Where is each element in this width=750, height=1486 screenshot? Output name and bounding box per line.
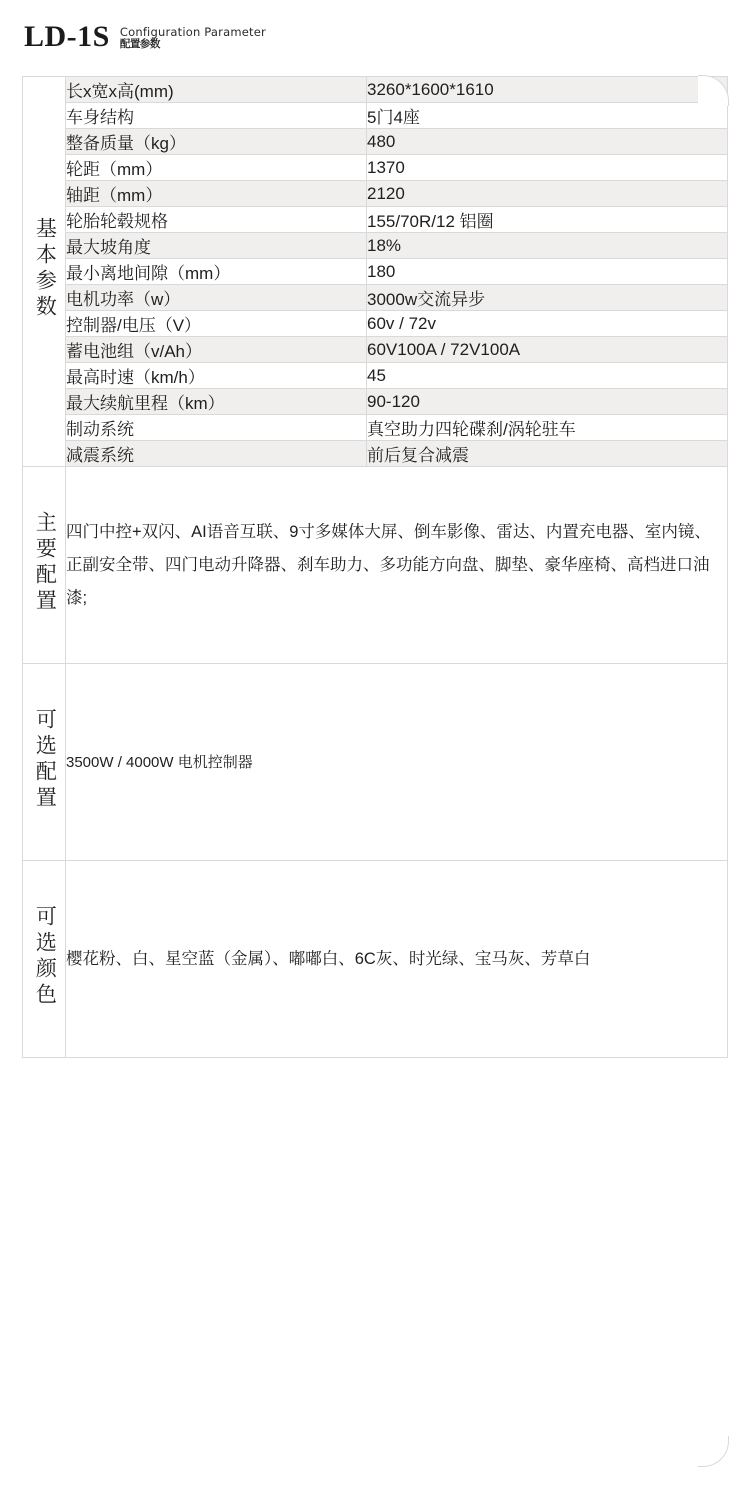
table-row bbox=[23, 129, 728, 155]
table-row bbox=[23, 337, 728, 363]
category-label-optional-config: 可选配置 bbox=[33, 707, 57, 812]
spec-value: 3000w交流异步 bbox=[367, 285, 728, 311]
table-body bbox=[23, 77, 728, 1058]
category-label-main-config: 主要配置 bbox=[33, 510, 57, 615]
table-row bbox=[23, 181, 728, 207]
table-row bbox=[23, 233, 728, 259]
spec-value: 480 bbox=[367, 129, 728, 155]
page-header bbox=[24, 22, 266, 52]
optional-color-text: 樱花粉、白、星空蓝（金属）、嘟嘟白、6C灰、时光绿、宝马灰、芳草白 bbox=[66, 861, 728, 1058]
spec-label: 最小离地间隙（mm） bbox=[66, 259, 367, 285]
spec-label: 最大续航里程（km） bbox=[66, 389, 367, 415]
table-row bbox=[23, 415, 728, 441]
table-row bbox=[23, 467, 728, 664]
table-row bbox=[23, 155, 728, 181]
spec-label: 最高时速（km/h） bbox=[66, 363, 367, 389]
main-config-text: 四门中控+双闪、AI语音互联、9寸多媒体大屏、倒车影像、雷达、内置充电器、室内镜、正副安全带、四门电动升降器、刹车助力、多功能方向盘、脚垫、豪华座椅、高档进口油漆; bbox=[66, 467, 728, 664]
header-subtitle-cn: 配置参数 bbox=[119, 37, 160, 50]
category-cell-basic bbox=[23, 77, 66, 467]
table-row bbox=[23, 441, 728, 467]
spec-value: 155/70R/12 铝圈 bbox=[367, 207, 728, 233]
spec-label: 轴距（mm） bbox=[66, 181, 367, 207]
category-label-basic: 基本参数 bbox=[33, 217, 57, 321]
category-label-optional-color: 可选颜色 bbox=[33, 904, 57, 1009]
spec-value: 2120 bbox=[367, 181, 728, 207]
header-subtitle bbox=[120, 26, 266, 50]
optional-config-text: 3500W / 4000W 电机控制器 bbox=[66, 664, 728, 861]
category-cell-optional-color bbox=[23, 861, 66, 1058]
spec-value: 5门4座 bbox=[367, 103, 728, 129]
table-row bbox=[23, 664, 728, 861]
table-row bbox=[23, 311, 728, 337]
table-row bbox=[23, 861, 728, 1058]
spec-value: 90-120 bbox=[367, 389, 728, 415]
spec-label: 最大坡角度 bbox=[66, 233, 367, 259]
table-row bbox=[23, 259, 728, 285]
model-code: LD-1S bbox=[24, 20, 110, 53]
spec-value: 3260*1600*1610 bbox=[367, 77, 728, 103]
spec-label: 轮距（mm） bbox=[66, 155, 367, 181]
spec-label: 轮胎轮毂规格 bbox=[66, 207, 367, 233]
spec-value: 180 bbox=[367, 259, 728, 285]
spec-label: 减震系统 bbox=[66, 441, 367, 467]
category-cell-main-config bbox=[23, 467, 66, 664]
spec-label: 车身结构 bbox=[66, 103, 367, 129]
table-row bbox=[23, 207, 728, 233]
spec-label: 制动系统 bbox=[66, 415, 367, 441]
spec-label: 长x宽x高(mm) bbox=[66, 77, 367, 103]
table-row bbox=[23, 363, 728, 389]
category-cell-optional-config bbox=[23, 664, 66, 861]
table-row bbox=[23, 285, 728, 311]
spec-label: 整备质量（kg） bbox=[66, 129, 367, 155]
specification-table bbox=[22, 76, 728, 1058]
header-subtitle-en: Configuration Parameter bbox=[119, 24, 266, 39]
table-row bbox=[23, 77, 728, 103]
spec-value: 60v / 72v bbox=[367, 311, 728, 337]
table-row bbox=[23, 103, 728, 129]
spec-label: 控制器/电压（V） bbox=[66, 311, 367, 337]
spec-value: 45 bbox=[367, 363, 728, 389]
spec-value: 1370 bbox=[367, 155, 728, 181]
spec-value: 60V100A / 72V100A bbox=[367, 337, 728, 363]
spec-value: 真空助力四轮碟刹/涡轮驻车 bbox=[367, 415, 728, 441]
spec-label: 蓄电池组（v/Ah） bbox=[66, 337, 367, 363]
table-row bbox=[23, 389, 728, 415]
spec-value: 18% bbox=[367, 233, 728, 259]
table-corner-bottom-right bbox=[698, 1436, 729, 1467]
spec-label: 电机功率（w） bbox=[66, 285, 367, 311]
spec-value: 前后复合减震 bbox=[367, 441, 728, 467]
